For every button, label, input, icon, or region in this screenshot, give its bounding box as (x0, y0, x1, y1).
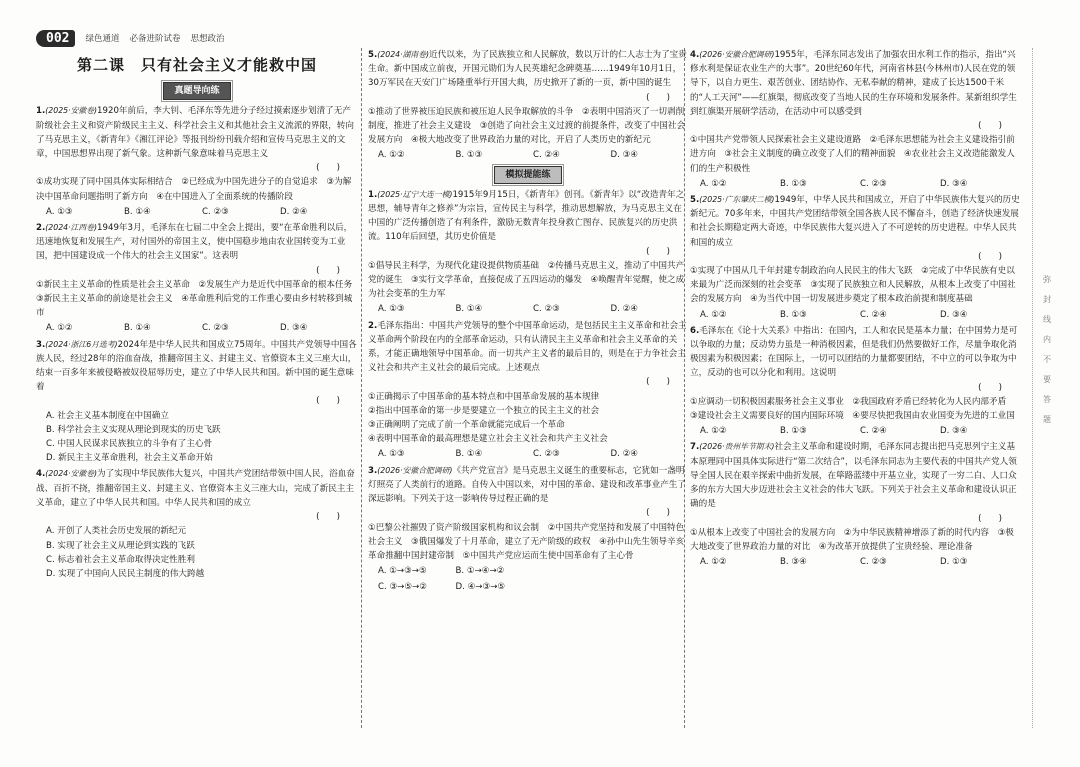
series-name: 绿色通道 (85, 34, 120, 44)
mock-question-2: 2.毛泽东指出：中国共产党领导的整个中国革命运动，是包括民主主义革命和社会主义革命两个阶段在内的全部革命运动，只有认清民主主义革命和社会主义革命的关系，才能正确地领导中国革命。而一切共产主义者的最后目的，则是在于力争社会主义社会和共产主义社会的最后完成。上述观点 ( ) ①正确揭示了中国革命的基本特点和中国革命发展的基本规律 ②指出中国革命的第一步是要建立一个独立的民主主义的社会 ③正确阐明了完成了前一个革命就能完成后一个革命 ④表明中国革命的最高理想是建立社会主义社会和共产主义社会 A. ①③ B. ①④ C. ②③ D. ②④ (368, 320, 687, 460)
column-right (690, 48, 1020, 571)
column-divider (361, 48, 362, 728)
page-header (36, 30, 225, 46)
lesson-title: 第二课 只有社会主义才能救中国 (76, 56, 317, 74)
mock-question-4: 4.(2026·安徽合肥调研)1955年，毛泽东同志发出了加强农田水利工作的指示，指出“兴修水利是保证农业生产的大事”。20世纪60年代，河南省林县(今林州市)人民在党的领导下，以自力更生、艰苦创业、团结协作、无私奉献的精神，建成了长达1500千米的“人工天河”——红旗渠，彻底改变了当地人民的生存环境和发展条件。某新组织学生到红旗渠开展研学活动，在活动中可以感受到 ( ) ①中国共产党带领人民探索社会主义建设道路 ②毛泽东思想能为社会主义建设指引前进方向 ③社会主义制度的确立改变了人们的精神面貌 ④农业社会主义改造能激发人们的生产积极性 A. ①② B. ①③ C. ②③ D. ③④ (690, 50, 1017, 189)
binding-line (1032, 48, 1033, 728)
question-4: 4.(2024·安徽卷)为了实现中华民族伟大复兴，中国共产党团结带领中国人民，浴血奋战、百折不挠，推翻帝国主义、封建主义、官僚资本主义三座大山，完成了新民主主义革命，建立了中华人民共和国。中华人民共和国的成立 ( ) A. 开创了人类社会历史发展的新纪元 B. 实现了社会主义从理论到实践的飞跃 C. 标志着社会主义革命取得决定性胜利 D. 实现了中国向人民民主制度的伟大跨越 (36, 469, 355, 579)
book-name: 必备进阶试卷 (129, 34, 181, 44)
section-mock: 模拟提能练 (368, 166, 688, 184)
mock-question-5: 5.(2025·广东肇庆二模)1949年，中华人民共和国成立，开启了中华民族伟大复兴的历史新纪元。70多年来，中国共产党团结带领全国各族人民不懈奋斗，创造了经济快速发展和社会长期稳定两大奇迹，中华民族伟大复兴进入了不可逆转的历史进程。中华人民共和国的成立 ( ) ①实现了中国从几千年封建专制政治向人民民主的伟大飞跃 ②完成了中华民族有史以来最为广泛而深刻的社会变革 ③实现了民族独立和人民解放，从根本上改变了中国社会的发展方向 ④为当代中国一切发展进步奠定了根本政治前提和制度基础 A. ①② B. ①③ C. ②④ D. ③④ (690, 195, 1020, 320)
mock-question-3: 3.(2026·安徽合肥调研)《共产党宣言》是马克思主义诞生的重要标志，它犹如一盏明灯照亮了人类前行的道路。自传入中国以来，对中国的革命、建设和改革事业产生了深远影响。下列关于这一影响传导过程正确的是 ( ) ①巴黎公社摧毁了资产阶级国家机构和议会制 ②中国共产党坚持和发展了中国特色社会主义 ③俄国爆发了十月革命，建立了无产阶级的政权 ④孙中山先生领导辛亥革命推翻中国封建帝制 ⑤中国共产党应运而生使中国革命有了主心骨 A. ①→③→⑤ B. ①→④→② C. ③→⑤→② D. ④→③→⑤ (368, 465, 686, 593)
page-number: 002 (36, 30, 75, 47)
question-1: 1.(2025·安徽卷)1920年前后，李大钊、毛泽东等先进分子经过摸索逐步划清了无产阶级社会主义和资产阶级民主主义、科学社会主义和其他社会主义流派的界限，转向了马克思主义，《新青年》《湘江评论》等报刊纷纷刊载介绍和宣传马克思主义的文章，中国思想界出现了新气象。这种新气象意味着马克思主义 ( ) ①成功实现了同中国具体实际相结合 ②已经成为中国先进分子的自觉追求 ③为解决中国革命问题指明了新方向 ④在中国进入了全面系统的传播阶段 A. ①③ B. ①④ C. ②③ D. ②④ (36, 106, 354, 217)
section-real: 真题导向练 (36, 82, 358, 100)
question-5: 5.(2024·湖南卷)近代以来，为了民族独立和人民解放，数以万计的仁人志士为了宝贵生命。新中国成立前夜，开国元勋们为人民英雄纪念碑奠基……1949年10月1日，30万军民在天安门广场隆重举行开国大典，历史掀开了新的一页，新中国的诞生 ( ) ①推动了世界被压迫民族和被压迫人民争取解放的斗争 ②表明中国消灭了一切剥削制度，推进了社会主义建设 ③创造了向社会主义过渡的前提条件，改变了中国社会发展方向 ④极大地改变了世界政治力量的对比，开启了人类历史的新纪元 A. ①② B. ①③ C. ②④ D. ③④ (368, 50, 687, 161)
mock-question-7: 7.(2026·贵州毕节期末)社会主义革命和建设时期，毛泽东同志提出把马克思列宁主义基本原理同中国具体实际进行“第二次结合”，以毛泽东同志为主要代表的中国共产党人领导全国人民在艰辛探索中曲折发展，在筚路蓝缕中开基立业，实现了一穷二白、人口众多的东方大国大步迈进社会主义社会的伟大飞跃。下列关于社会主义革命和建设认识正确的是 ( ) ①从根本上改变了中国社会的发展方向 ②为中华民族精神增添了新的时代内容 ③极大地改变了世界政治力量的对比 ④为改革开放提供了宝贵经验、理论准备 A. ①② B. ③④ C. ②③ D. ①③ (690, 442, 1017, 568)
question-3: 3.(2024·浙江6月选考)2024年是中华人民共和国成立75周年。中国共产党领导中国各族人民，经过28年的浴血奋战，推翻帝国主义、封建主义、官僚资本主义三座大山，结束一百多年来被侵略被奴役屈辱历史，建立了中华人民共和国。新中国的诞生意味着 ( ) A. 社会主义基本制度在中国确立 B. 科学社会主义实现从理论到现实的历史飞跃 C. 中国人民谋求民族独立的斗争有了主心骨 D. 新民主主义革命胜利，社会主义革命开始 (36, 339, 357, 464)
subject-name: 思想政治 (190, 34, 225, 44)
column-middle (368, 48, 688, 597)
mock-question-1: 1.(2025·辽宁大连一模)1915年9月15日，《新青年》创刊。《新青年》以“改造青年之思想，辅导青年之修养”为宗旨，宣传民主与科学，推动思想解放，为马克思主义在中国的广泛传播创造了有利条件，激励无数青年投身救亡图存、民族复兴的历史洪流。110年后回望，其历史价值是 ( ) ①倡导民主科学，为现代化建设提供物质基础 ②传播马克思主义，推动了中国共产党的诞生 ③实行文学革命，直接促成了五四运动的爆发 ④唤醒青年觉醒，使之成为社会变革的生力军 A. ①③ B. ①④ C. ②③ D. ②④ (368, 189, 685, 315)
column-left (36, 48, 361, 583)
binding-margin-text: 弥 封 线 内 不 要 答 题 (1043, 275, 1051, 424)
question-2: 2.(2024·江西卷)1949年3月，毛泽东在七届二中全会上提出，要“在革命胜利以后，迅速地恢复和发展生产，对付国外的帝国主义，使中国稳步地由农业国转变为工业国，把中国建设成一个伟大的社会主义国家”。这表明 ( ) ①新民主主义革命的性质是社会主义革命 ②发展生产力是近代中国革命的根本任务 ③新民主主义革命的前途是社会主义 ④革命胜利后党的工作重心要由乡村转移到城市 A. ①② B. ①④ C. ②③ D. ③④ (36, 223, 361, 334)
mock-question-6: 6.毛泽东在《论十大关系》中指出：在国内，工人和农民是基本力量；在中国势力是可以争取的力量；反动势力虽是一种消极因素，但是我们仍然要做好工作，尽量争取化消极因素为积极因素；在国际上，一切可以团结的力量都要团结，不中立的可以争取为中立，反动的也可以分化和利用。这说明 ( ) ①应调动一切积极因素服务社会主义事业 ②我国政府矛盾已经转化为人民内部矛盾 ③建设社会主义需要良好的国内国际环境 ④要尽快把我国由农业国变为先进的工业国 A. ①② B. ①③ C. ②④ D. ③④ (690, 325, 1018, 437)
